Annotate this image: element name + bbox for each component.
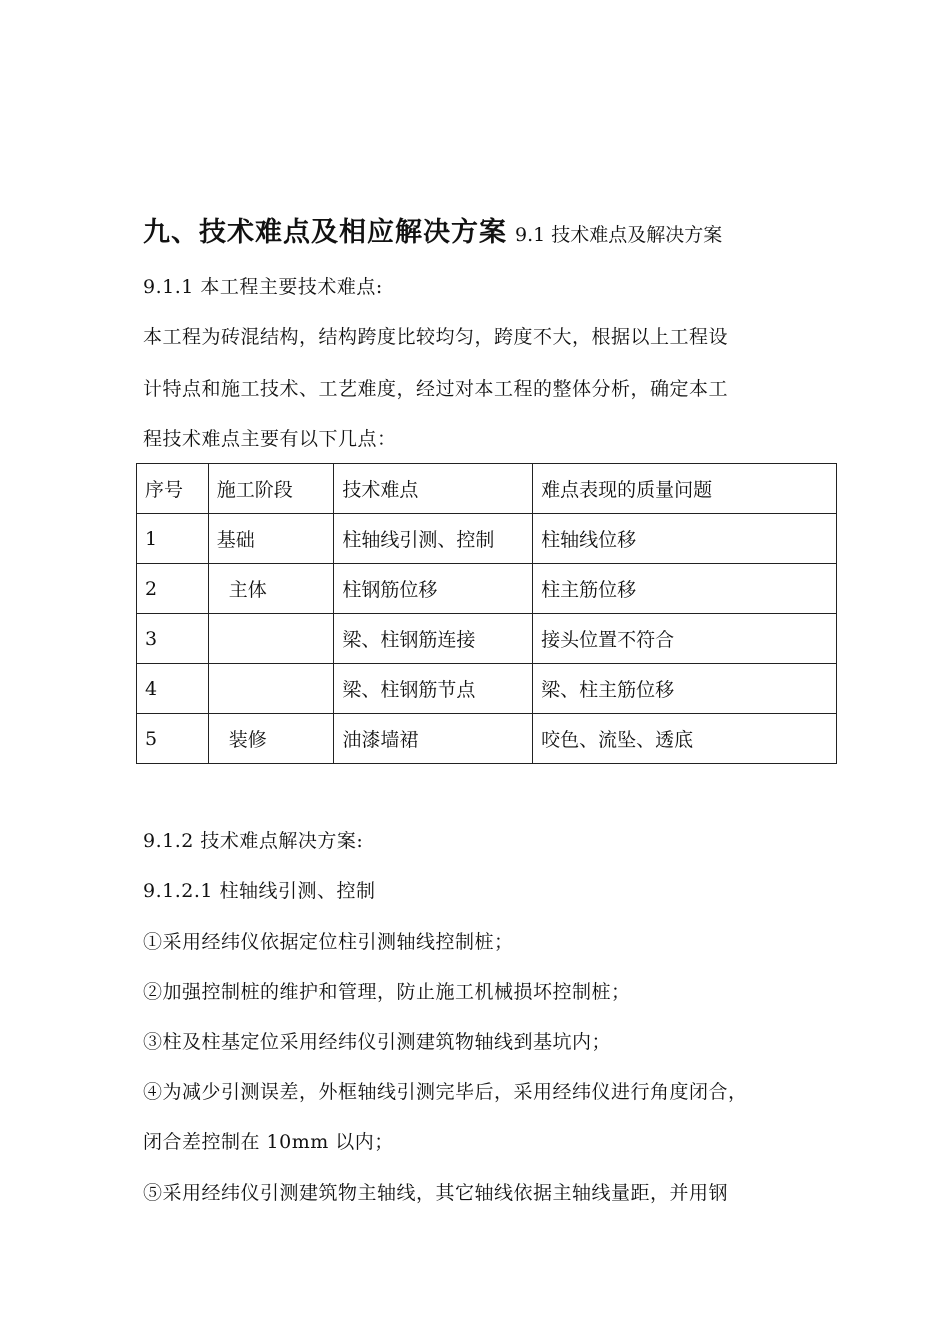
table-cell: 梁、柱主筋位移 xyxy=(533,664,837,714)
chapter-title: 九、技术难点及相应解决方案 xyxy=(143,217,507,248)
section-title: 9.1 技术难点及解决方案 xyxy=(515,224,723,246)
table-cell xyxy=(208,664,334,714)
table-cell: 柱主筋位移 xyxy=(533,564,837,614)
table-cell: 主体 xyxy=(208,564,334,614)
table-cell: 咬色、流坠、透底 xyxy=(533,714,837,764)
table-row xyxy=(137,714,837,764)
subsubsection-title: 9.1.2.1 柱轴线引测、控制 xyxy=(143,880,376,902)
measure-line: ②加强控制桩的维护和管理，防止施工机械损坏控制桩； xyxy=(143,981,631,1003)
table-cell: 3 xyxy=(137,614,209,664)
heading-line xyxy=(143,210,843,249)
difficulty-table xyxy=(136,463,837,764)
intro-line: 本工程为砖混结构，结构跨度比较均匀，跨度不大，根据以上工程设 xyxy=(143,326,729,348)
table-row xyxy=(137,564,837,614)
measure-line: ①采用经纬仪依据定位柱引测轴线控制桩； xyxy=(143,931,514,953)
table-row xyxy=(137,514,837,564)
table-header-cell: 序号 xyxy=(137,464,209,514)
table-cell: 5 xyxy=(137,714,209,764)
table-cell: 油漆墙裙 xyxy=(334,714,533,764)
table-header-cell: 难点表现的质量问题 xyxy=(533,464,837,514)
measure-line: ⑤采用经纬仪引测建筑物主轴线，其它轴线依据主轴线量距，并用钢 xyxy=(143,1182,729,1204)
table-cell: 装修 xyxy=(208,714,334,764)
table-cell: 接头位置不符合 xyxy=(533,614,837,664)
table-cell xyxy=(208,614,334,664)
table-cell: 柱钢筋位移 xyxy=(334,564,533,614)
table-cell: 梁、柱钢筋节点 xyxy=(334,664,533,714)
table-row xyxy=(137,614,837,664)
table-cell: 基础 xyxy=(208,514,334,564)
table-cell: 柱轴线引测、控制 xyxy=(334,514,533,564)
measure-line: 闭合差控制在 10mm 以内； xyxy=(143,1131,394,1153)
table-cell: 4 xyxy=(137,664,209,714)
table-header-cell: 技术难点 xyxy=(334,464,533,514)
measure-line: ③柱及柱基定位采用经纬仪引测建筑物轴线到基坑内； xyxy=(143,1031,612,1053)
subsection-title: 9.1.1 本工程主要技术难点: xyxy=(143,276,383,298)
intro-line: 程技术难点主要有以下几点： xyxy=(143,428,397,450)
table-row xyxy=(137,664,837,714)
measure-line: ④为减少引测误差，外框轴线引测完毕后，采用经纬仪进行角度闭合， xyxy=(143,1081,748,1103)
table-cell: 2 xyxy=(137,564,209,614)
table-header-cell: 施工阶段 xyxy=(208,464,334,514)
intro-line: 计特点和施工技术、工艺难度，经过对本工程的整体分析，确定本工 xyxy=(143,378,729,400)
table-header-row xyxy=(137,464,837,514)
subsection-title: 9.1.2 技术难点解决方案: xyxy=(143,830,364,852)
table-cell: 1 xyxy=(137,514,209,564)
table-cell: 梁、柱钢筋连接 xyxy=(334,614,533,664)
table-cell: 柱轴线位移 xyxy=(533,514,837,564)
